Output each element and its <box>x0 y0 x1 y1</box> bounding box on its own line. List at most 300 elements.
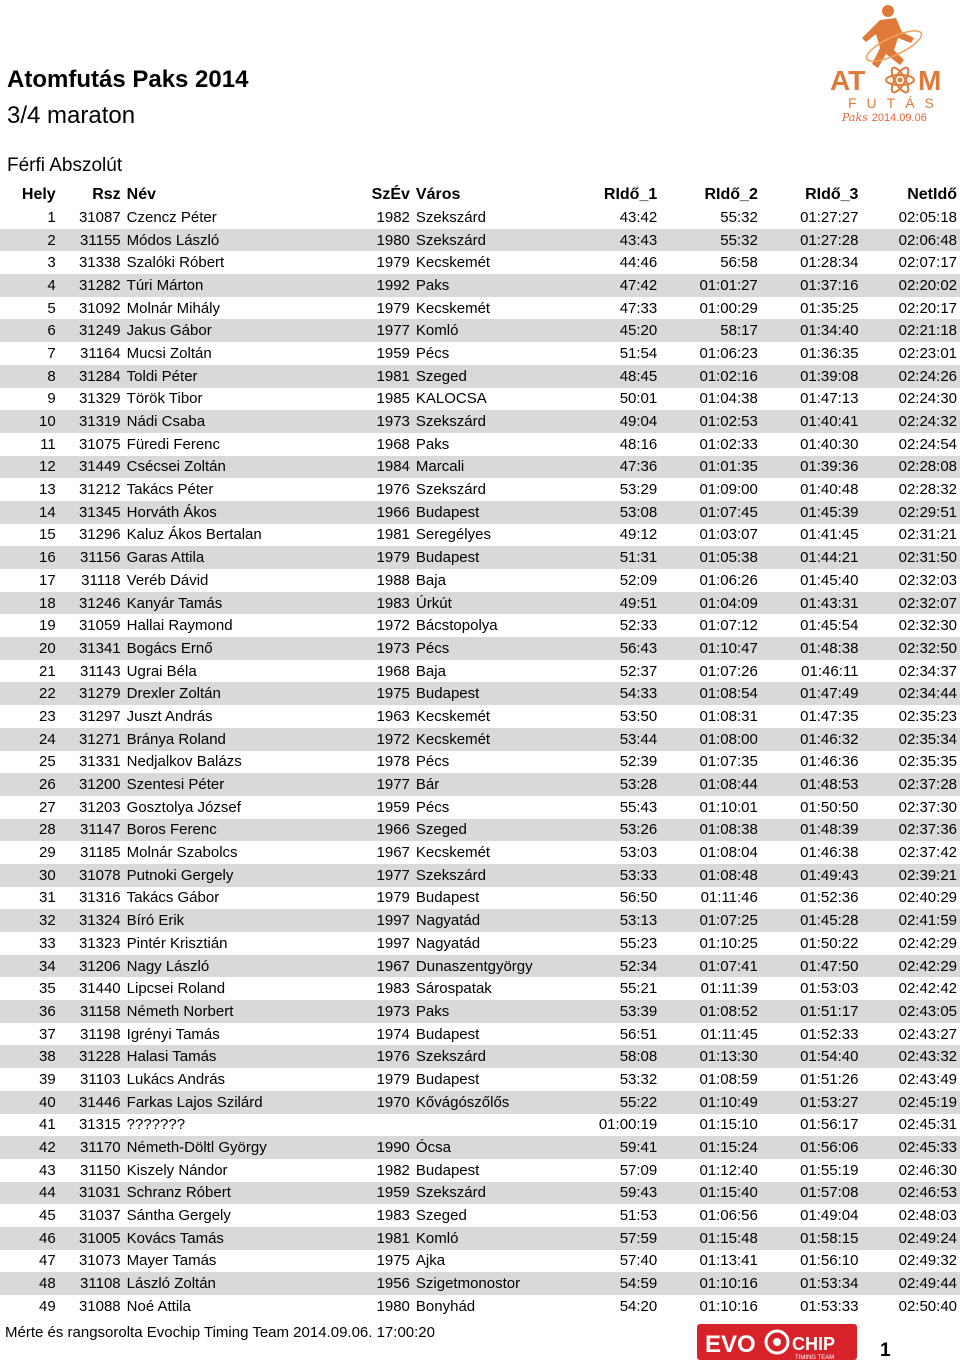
cell-name: Juszt András <box>126 707 213 725</box>
cell-net-time: 02:23:01 <box>898 344 957 362</box>
cell-name: Kiszely Nándor <box>126 1161 228 1179</box>
cell-bib: 31059 <box>78 617 121 635</box>
cell-split-2: 01:02:33 <box>699 435 758 453</box>
cell-split-1: 49:12 <box>619 526 658 544</box>
cell-split-1: 53:03 <box>619 844 658 862</box>
cell-split-1: 59:41 <box>619 1139 658 1157</box>
cell-net-time: 02:40:29 <box>898 889 957 907</box>
cell-city: Pécs <box>415 639 450 657</box>
cell-birth-year: 1970 <box>376 1093 410 1111</box>
cell-split-2: 01:10:25 <box>699 934 758 952</box>
cell-city: Budapest <box>415 1025 480 1043</box>
evochip-logo-right: CHIP <box>792 1334 836 1354</box>
cell-place: 36 <box>39 1002 56 1020</box>
cell-split-3: 01:51:17 <box>800 1002 859 1020</box>
cell-split-2: 01:13:41 <box>699 1252 758 1270</box>
logo-text-at: AT <box>830 65 866 96</box>
cell-split-1: 56:51 <box>619 1025 658 1043</box>
cell-bib: 31156 <box>80 549 121 567</box>
cell-split-1: 57:09 <box>619 1161 658 1179</box>
cell-city: KALOCSA <box>415 390 487 408</box>
cell-city: Szekszárd <box>415 413 486 431</box>
cell-split-1: 54:33 <box>619 685 658 703</box>
cell-name: Lukács András <box>126 1070 226 1088</box>
cell-net-time: 02:41:59 <box>898 912 957 930</box>
table-row <box>0 841 960 864</box>
table-row <box>0 909 960 932</box>
cell-bib: 31449 <box>78 458 121 476</box>
cell-split-1: 47:42 <box>619 276 658 294</box>
cell-net-time: 02:21:18 <box>898 322 957 340</box>
cell-net-time: 02:29:51 <box>898 503 957 521</box>
cell-split-1: 45:20 <box>619 322 658 340</box>
event-title: Atomfutás Paks 2014 <box>7 66 249 93</box>
cell-city: Budapest <box>415 503 480 521</box>
cell-split-3: 01:53:33 <box>800 1297 859 1315</box>
cell-birth-year: 1981 <box>376 526 410 544</box>
cell-birth-year: 1981 <box>376 367 410 385</box>
cell-bib: 31338 <box>78 254 121 272</box>
cell-split-1: 52:37 <box>619 662 658 680</box>
cell-place: 1 <box>47 208 56 226</box>
cell-bib: 31073 <box>78 1252 121 1270</box>
evochip-logo-sub: TIMING TEAM <box>795 1355 835 1361</box>
cell-city: Bácstopolya <box>415 617 498 635</box>
cell-bib: 31319 <box>78 413 121 431</box>
col-header-split-2: RIdő_2 <box>704 186 758 203</box>
cell-city: Komló <box>415 1229 459 1247</box>
cell-split-2: 01:07:35 <box>699 753 758 771</box>
cell-split-2: 56:58 <box>720 254 758 272</box>
cell-split-2: 01:01:27 <box>699 276 758 294</box>
cell-split-3: 01:49:43 <box>800 866 859 884</box>
cell-city: Szeged <box>415 1207 467 1225</box>
cell-city: Szekszárd <box>415 1048 486 1066</box>
table-row <box>0 1182 960 1205</box>
cell-net-time: 02:43:32 <box>898 1048 957 1066</box>
cell-bib: 31143 <box>80 662 121 680</box>
cell-split-2: 01:08:38 <box>699 821 758 839</box>
cell-split-2: 01:13:30 <box>699 1048 758 1066</box>
cell-birth-year: 1984 <box>376 458 410 476</box>
cell-net-time: 02:43:49 <box>898 1070 957 1088</box>
cell-name: Mayer Tamás <box>126 1252 217 1270</box>
cell-bib: 31246 <box>78 594 121 612</box>
cell-bib: 31206 <box>78 957 121 975</box>
cell-net-time: 02:42:29 <box>898 957 957 975</box>
cell-net-time: 02:42:42 <box>898 980 957 998</box>
cell-name: Kaluz Ákos Bertalan <box>126 526 262 544</box>
cell-net-time: 02:50:40 <box>898 1297 957 1315</box>
cell-split-3: 01:48:38 <box>800 639 859 657</box>
cell-birth-year: 1966 <box>376 821 410 839</box>
cell-split-1: 53:50 <box>619 707 658 725</box>
cell-split-3: 01:56:17 <box>800 1116 859 1134</box>
table-row <box>0 1227 960 1250</box>
table-header-row <box>0 184 960 206</box>
cell-split-2: 01:06:56 <box>699 1207 758 1225</box>
cell-split-2: 01:10:49 <box>699 1093 758 1111</box>
cell-net-time: 02:20:02 <box>898 276 957 294</box>
cell-bib: 31284 <box>78 367 121 385</box>
table-row <box>0 751 960 774</box>
cell-city: Marcali <box>415 458 465 476</box>
cell-city: Pécs <box>415 344 450 362</box>
cell-name: Pintér Krisztián <box>126 934 228 952</box>
cell-split-3: 01:46:11 <box>801 662 859 680</box>
cell-place: 46 <box>39 1229 56 1247</box>
cell-split-1: 56:50 <box>619 889 658 907</box>
cell-city: Ócsa <box>415 1139 451 1157</box>
col-header-place: Hely <box>21 186 56 203</box>
cell-split-3: 01:27:28 <box>800 231 859 249</box>
cell-net-time: 02:31:21 <box>898 526 957 544</box>
cell-split-1: 57:59 <box>619 1229 658 1247</box>
cell-birth-year: 1959 <box>376 344 410 362</box>
cell-split-1: 56:43 <box>619 639 658 657</box>
cell-place: 34 <box>39 957 56 975</box>
table-row <box>0 524 960 547</box>
cell-bib: 31087 <box>78 208 121 226</box>
cell-birth-year: 1997 <box>376 934 410 952</box>
cell-city: Szeged <box>415 821 467 839</box>
cell-net-time: 02:24:26 <box>898 367 957 385</box>
page-number: 1 <box>880 1340 891 1361</box>
cell-split-1: 52:34 <box>619 957 658 975</box>
cell-birth-year: 1981 <box>376 1229 410 1247</box>
table-row <box>0 274 960 297</box>
cell-city: Bonyhád <box>415 1297 476 1315</box>
cell-birth-year: 1974 <box>376 1025 410 1043</box>
cell-place: 20 <box>39 639 56 657</box>
cell-city <box>413 1114 572 1137</box>
cell-name: Molnár Mihály <box>126 299 221 317</box>
cell-net-time: 02:07:17 <box>898 254 957 272</box>
cell-city: Kecskemét <box>415 844 491 862</box>
table-row <box>0 1136 960 1159</box>
cell-split-3: 01:36:35 <box>800 344 859 362</box>
cell-place: 43 <box>39 1161 56 1179</box>
cell-split-1: 47:33 <box>619 299 658 317</box>
cell-place: 28 <box>39 821 56 839</box>
cell-split-1: 52:09 <box>619 571 658 589</box>
table-row <box>0 1045 960 1068</box>
cell-birth-year: 1977 <box>376 322 410 340</box>
table-row <box>0 705 960 728</box>
cell-split-1: 58:08 <box>619 1048 658 1066</box>
cell-place: 37 <box>39 1025 56 1043</box>
cell-name: Molnár Szabolcs <box>126 844 238 862</box>
cell-split-1: 53:13 <box>619 912 658 930</box>
cell-place: 15 <box>39 526 56 544</box>
cell-birth-year: 1988 <box>376 571 410 589</box>
table-row <box>0 229 960 252</box>
cell-place: 10 <box>39 413 56 431</box>
cell-net-time: 02:35:34 <box>898 730 957 748</box>
cell-birth-year: 1968 <box>376 662 410 680</box>
cell-name: Takács Gábor <box>126 889 220 907</box>
cell-split-3: 01:41:45 <box>800 526 859 544</box>
cell-name: Putnoki Gergely <box>126 866 234 884</box>
cell-birth-year: 1978 <box>376 753 410 771</box>
cell-split-2: 01:08:00 <box>699 730 758 748</box>
cell-net-time: 02:24:32 <box>898 413 957 431</box>
cell-name: Boros Ferenc <box>126 821 217 839</box>
cell-split-2: 01:07:41 <box>699 957 758 975</box>
cell-split-2: 01:07:12 <box>699 617 758 635</box>
cell-city: Ajka <box>415 1252 446 1270</box>
cell-place: 2 <box>47 231 56 249</box>
cell-birth-year: 1977 <box>376 776 410 794</box>
cell-name: Nagy László <box>126 957 210 975</box>
cell-bib: 31446 <box>78 1093 121 1111</box>
cell-net-time: 02:49:32 <box>898 1252 957 1270</box>
table-row <box>0 1068 960 1091</box>
cell-name: Toldi Péter <box>126 367 198 385</box>
cell-net-time: 02:32:07 <box>898 594 957 612</box>
logo-subline <box>842 111 927 124</box>
table-row <box>0 592 960 615</box>
table-row <box>0 410 960 433</box>
cell-birth-year: 1972 <box>376 617 410 635</box>
cell-name: Sántha Gergely <box>126 1207 231 1225</box>
category-title: Férfi Abszolút <box>7 155 123 176</box>
cell-place: 35 <box>39 980 56 998</box>
cell-split-3: 01:46:36 <box>800 753 859 771</box>
cell-split-1: 54:20 <box>619 1297 658 1315</box>
cell-name: Schranz Róbert <box>126 1184 231 1202</box>
cell-net-time: 02:46:30 <box>898 1161 957 1179</box>
cell-place: 9 <box>47 390 56 408</box>
cell-net-time: 02:49:44 <box>898 1275 957 1293</box>
cell-split-1: 01:00:19 <box>598 1116 658 1134</box>
cell-split-2: 01:02:16 <box>699 367 758 385</box>
cell-net-time: 02:32:50 <box>898 639 957 657</box>
cell-split-3: 01:46:38 <box>800 844 859 862</box>
cell-place: 26 <box>39 776 56 794</box>
cell-birth-year: 1979 <box>376 254 410 272</box>
cell-net-time: 02:06:48 <box>898 231 957 249</box>
cell-birth-year: 1967 <box>376 957 410 975</box>
cell-city: Nagyatád <box>415 912 481 930</box>
cell-split-1: 49:51 <box>619 594 658 612</box>
cell-city: Kővágószőlős <box>415 1093 510 1111</box>
table-row <box>0 456 960 479</box>
cell-bib: 31282 <box>78 276 121 294</box>
cell-name: Garas Attila <box>126 549 205 567</box>
cell-net-time: 02:43:05 <box>898 1002 957 1020</box>
cell-city: Sárospatak <box>415 980 492 998</box>
cell-split-3: 01:39:08 <box>800 367 859 385</box>
cell-split-3: 01:40:48 <box>800 481 859 499</box>
cell-split-2: 01:00:29 <box>699 299 758 317</box>
cell-split-2: 01:10:16 <box>699 1297 758 1315</box>
cell-bib: 31158 <box>80 1002 121 1020</box>
cell-split-3: 01:52:33 <box>800 1025 859 1043</box>
cell-bib: 31005 <box>78 1229 121 1247</box>
cell-split-1: 44:46 <box>619 254 658 272</box>
cell-split-1: 55:43 <box>619 798 658 816</box>
cell-split-3: 01:56:06 <box>800 1139 859 1157</box>
cell-net-time: 02:34:44 <box>898 685 957 703</box>
cell-birth-year: 1979 <box>376 299 410 317</box>
cell-split-2: 01:10:16 <box>699 1275 758 1293</box>
cell-split-3: 01:40:30 <box>800 435 859 453</box>
table-row <box>0 433 960 456</box>
cell-name: Németh Norbert <box>126 1002 234 1020</box>
cell-split-2: 01:15:24 <box>699 1139 758 1157</box>
cell-bib: 31249 <box>78 322 121 340</box>
cell-place: 6 <box>47 322 56 340</box>
cell-split-1: 53:26 <box>619 821 658 839</box>
cell-bib: 31075 <box>78 435 121 453</box>
cell-split-1: 53:32 <box>619 1070 658 1088</box>
cell-bib: 31031 <box>78 1184 121 1202</box>
cell-split-3: 01:55:19 <box>800 1161 859 1179</box>
cell-bib: 31147 <box>80 821 121 839</box>
table-row <box>0 251 960 274</box>
cell-birth-year: 1982 <box>376 208 410 226</box>
table-row <box>0 1250 960 1273</box>
cell-birth-year: 1983 <box>376 1207 410 1225</box>
logo-date: 2014.09.06 <box>871 112 927 124</box>
cell-split-2: 01:15:48 <box>699 1229 758 1247</box>
cell-bib: 31271 <box>78 730 121 748</box>
cell-city: Szekszárd <box>415 866 486 884</box>
logo-text-m: M <box>918 65 942 96</box>
cell-birth-year: 1973 <box>376 1002 410 1020</box>
cell-place: 33 <box>39 934 56 952</box>
cell-place: 14 <box>39 503 56 521</box>
cell-net-time: 02:34:37 <box>898 662 957 680</box>
cell-city: Kecskemét <box>415 730 491 748</box>
cell-net-time: 02:32:03 <box>898 571 957 589</box>
cell-split-3: 01:47:49 <box>800 685 859 703</box>
cell-city: Komló <box>415 322 459 340</box>
table-row <box>0 1159 960 1182</box>
cell-name: Túri Márton <box>126 276 204 294</box>
cell-split-1: 43:43 <box>619 231 658 249</box>
cell-split-1: 48:45 <box>619 367 658 385</box>
cell-split-1: 59:43 <box>619 1184 658 1202</box>
cell-split-2: 01:10:01 <box>699 798 758 816</box>
cell-split-2: 01:06:23 <box>699 344 758 362</box>
cell-split-3: 01:46:32 <box>800 730 859 748</box>
cell-net-time: 02:48:03 <box>898 1207 957 1225</box>
cell-split-1: 47:36 <box>619 458 658 476</box>
cell-split-2: 01:04:38 <box>699 390 758 408</box>
cell-name: Gosztolya József <box>126 798 241 816</box>
cell-name: Halasi Tamás <box>126 1048 217 1066</box>
table-row <box>0 1091 960 1114</box>
cell-split-3: 01:57:08 <box>800 1184 859 1202</box>
cell-place: 48 <box>39 1275 56 1293</box>
cell-place: 22 <box>39 685 56 703</box>
cell-split-1: 43:42 <box>619 208 658 226</box>
cell-split-3: 01:45:54 <box>800 617 859 635</box>
cell-birth-year: 1990 <box>376 1139 410 1157</box>
cell-split-2: 01:12:40 <box>699 1161 758 1179</box>
cell-birth-year: 1975 <box>376 685 410 703</box>
cell-birth-year <box>365 1114 413 1137</box>
cell-birth-year: 1972 <box>376 730 410 748</box>
cell-birth-year: 1959 <box>376 1184 410 1202</box>
cell-place: 45 <box>39 1207 56 1225</box>
cell-place: 24 <box>39 730 56 748</box>
results-table <box>0 184 960 1318</box>
cell-place: 23 <box>39 707 56 725</box>
cell-name: Hallai Raymond <box>126 617 233 635</box>
cell-split-3: 01:53:34 <box>800 1275 859 1293</box>
cell-split-2: 01:11:46 <box>700 889 758 907</box>
table-row <box>0 1295 960 1318</box>
cell-city: Szekszárd <box>415 481 486 499</box>
table-row <box>0 728 960 751</box>
cell-bib: 31316 <box>78 889 121 907</box>
cell-split-2: 55:32 <box>720 208 758 226</box>
cell-city: Kecskemét <box>415 254 491 272</box>
cell-bib: 31203 <box>78 798 121 816</box>
atom-symbol-icon <box>886 65 914 94</box>
cell-place: 13 <box>39 481 56 499</box>
cell-split-2: 01:08:44 <box>699 776 758 794</box>
logo-city: Paks <box>842 111 868 124</box>
cell-split-3: 01:51:26 <box>800 1070 859 1088</box>
table-row <box>0 1114 960 1137</box>
cell-name: Drexler Zoltán <box>126 685 221 703</box>
cell-net-time: 02:43:27 <box>898 1025 957 1043</box>
cell-net-time: 02:35:23 <box>898 707 957 725</box>
cell-bib: 31092 <box>78 299 121 317</box>
cell-split-2: 01:08:48 <box>699 866 758 884</box>
cell-city: Szekszárd <box>415 208 486 226</box>
cell-net-time: 02:39:21 <box>898 866 957 884</box>
cell-net-time: 02:24:54 <box>898 435 957 453</box>
cell-split-1: 55:23 <box>619 934 658 952</box>
cell-split-2: 01:08:59 <box>699 1070 758 1088</box>
cell-split-1: 52:39 <box>619 753 658 771</box>
cell-city: Szeged <box>415 367 467 385</box>
cell-split-1: 52:33 <box>619 617 658 635</box>
col-header-birth-year: SzÉv <box>371 186 410 203</box>
table-row <box>0 569 960 592</box>
cell-name: Kovács Tamás <box>126 1229 224 1247</box>
cell-bib: 31323 <box>78 934 121 952</box>
cell-split-3: 01:45:39 <box>800 503 859 521</box>
cell-city: Szigetmonostor <box>415 1275 521 1293</box>
cell-name: Czencz Péter <box>126 208 217 226</box>
table-row <box>0 682 960 705</box>
cell-split-3: 01:37:16 <box>800 276 859 294</box>
cell-split-1: 51:54 <box>619 344 658 362</box>
cell-split-3: 01:58:15 <box>800 1229 859 1247</box>
table-row <box>0 297 960 320</box>
cell-split-1: 57:40 <box>619 1252 658 1270</box>
table-row <box>0 1000 960 1023</box>
cell-place: 47 <box>39 1252 56 1270</box>
cell-place: 18 <box>39 594 56 612</box>
cell-split-3: 01:47:35 <box>800 707 859 725</box>
cell-place: 30 <box>39 866 56 884</box>
cell-name: Noé Attila <box>126 1297 191 1315</box>
evochip-logo <box>697 1320 857 1364</box>
cell-bib: 31108 <box>80 1275 121 1293</box>
cell-place: 31 <box>39 889 56 907</box>
cell-net-time: 02:49:24 <box>898 1229 957 1247</box>
cell-net-time: 02:42:29 <box>898 934 957 952</box>
cell-split-3: 01:48:53 <box>800 776 859 794</box>
cell-birth-year: 1979 <box>376 889 410 907</box>
